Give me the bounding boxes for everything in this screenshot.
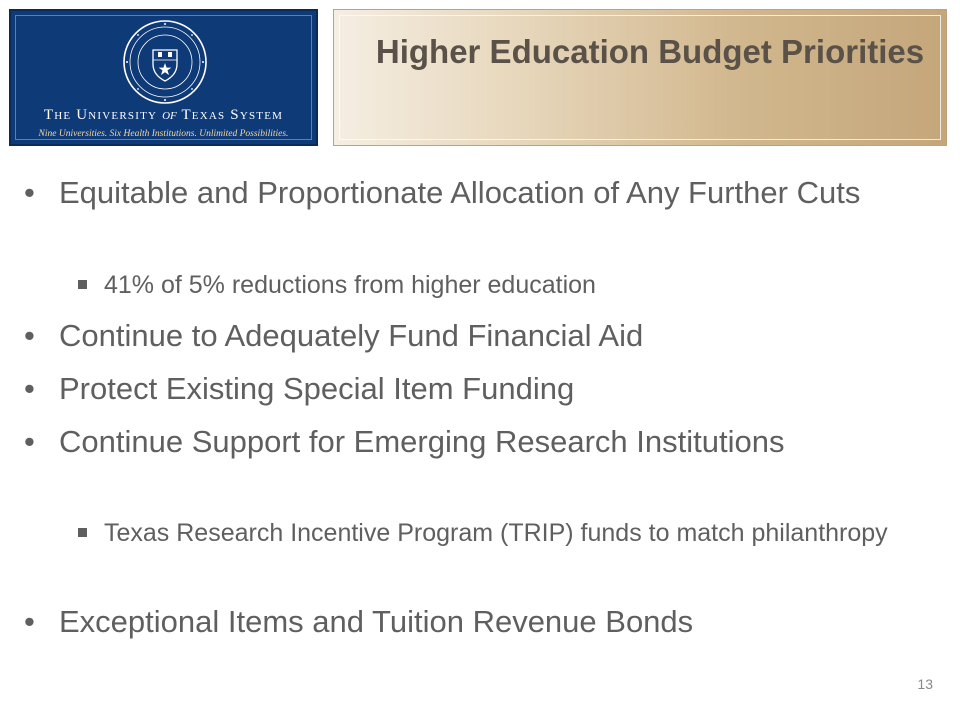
logo-wordmark: The University of Texas System: [43, 107, 284, 123]
sub-bullet-item: Texas Research Incentive Program (TRIP) funds to match philanthropy: [78, 518, 918, 549]
bullet-dot-icon: •: [24, 371, 35, 406]
bullet-dot-icon: •: [24, 424, 35, 459]
bullet-item: • Exceptional Items and Tuition Revenue Bonds: [24, 604, 694, 639]
bullet-dot-icon: •: [24, 604, 35, 639]
sub-bullet-item: 41% of 5% reductions from higher education: [78, 270, 918, 301]
bullet-dot-icon: •: [24, 175, 35, 210]
slide-title: Higher Education Budget Priorities: [375, 33, 925, 70]
bullet-item: • Continue to Adequately Fund Financial Aid: [24, 318, 644, 353]
page-number: 13: [917, 676, 933, 692]
bullet-item: • Protect Existing Special Item Funding: [24, 371, 575, 406]
square-bullet-icon: [78, 528, 87, 537]
square-bullet-icon: [78, 280, 87, 289]
bullet-item: • Continue Support for Emerging Research Institutions: [24, 424, 785, 459]
bullet-item: • Equitable and Proportionate Allocation of Any Further Cuts: [24, 175, 861, 210]
bullet-dot-icon: •: [24, 318, 35, 353]
logo-tagline: Nine Universities. Six Health Institutions. Unlimited Possibilities.: [38, 129, 289, 139]
